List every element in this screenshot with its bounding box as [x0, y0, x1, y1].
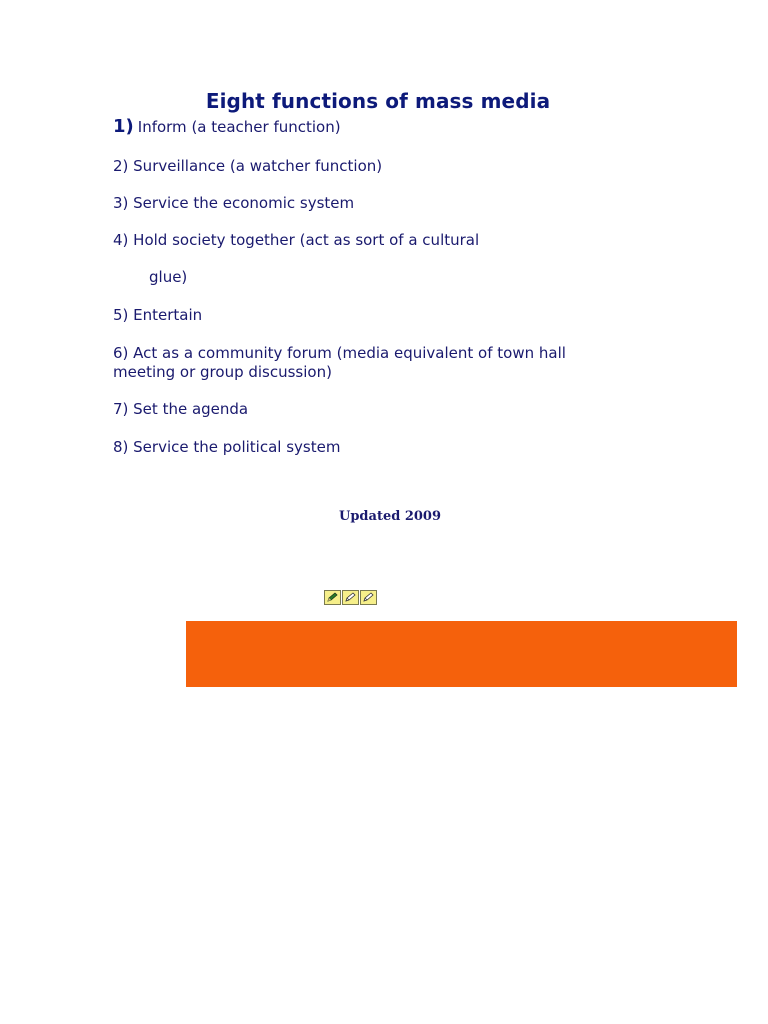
- list-item-7: 7) Set the agenda: [113, 400, 249, 418]
- list-item-4-continuation: glue): [149, 268, 188, 286]
- updated-note: Updated 2009: [339, 509, 442, 524]
- list-item-5: 5) Entertain: [113, 306, 203, 324]
- page-title: Eight functions of mass media: [205, 89, 551, 113]
- list-item-8: 8) Service the political system: [113, 438, 341, 456]
- edit-icon[interactable]: [360, 590, 377, 605]
- pencil-icon[interactable]: [324, 590, 341, 605]
- list-item-3: 3) Service the economic system: [113, 194, 355, 212]
- orange-banner: [186, 621, 737, 687]
- list-item-1: [113, 117, 341, 137]
- list-item-4: 4) Hold society together (act as sort of a cultural: [113, 231, 480, 249]
- list-item-6: 6) Act as a community forum (media equivalent of town hall: [113, 344, 566, 362]
- list-item-2: 2) Surveillance (a watcher function): [113, 157, 383, 175]
- edit-icon[interactable]: [342, 590, 359, 605]
- list-item-6-continuation: meeting or group discussion): [113, 363, 332, 381]
- toolbar-icons: [324, 590, 377, 605]
- list-item-text: Inform (a teacher function): [137, 118, 341, 136]
- list-item-number: 1): [113, 116, 134, 137]
